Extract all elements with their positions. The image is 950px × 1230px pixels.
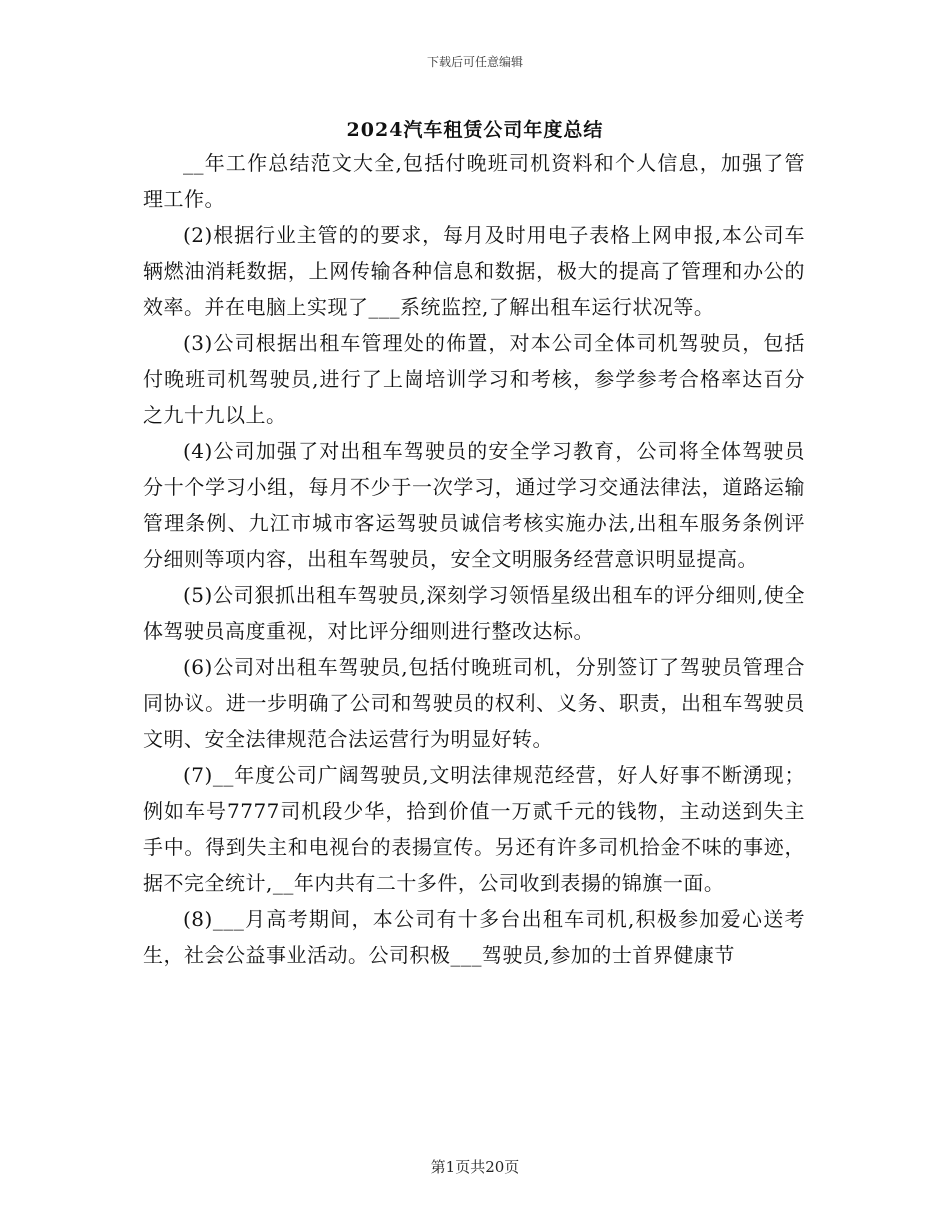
page-header-note: 下载后可任意编辑 bbox=[426, 55, 523, 69]
document-title: 2024汽车租赁公司年度总结 bbox=[346, 119, 604, 141]
document-body bbox=[143, 145, 805, 973]
paragraph-5: (5)公司狠抓出租车驾驶员,深刻学习领悟星级出租车的评分细则,使全体驾驶员高度重视，对比评分细则进行整改达标。 bbox=[143, 583, 805, 643]
paragraph-intro: __年工作总结范文大全,包括付晚班司机资料和个人信息，加强了管理工作。 bbox=[143, 151, 805, 211]
paragraph-4: (4)公司加强了对出租车驾驶员的安全学习教育，公司将全体驾驶员分十个学习小组，每月不少于一次学习，通过学习交通法律法，道路运输管理条例、九江市城市客运驾驶员诚信考核实施办法,出租车服务条例评分细则等项内容，出租车驾驶员，安全文明服务经营意识明显提高。 bbox=[143, 439, 805, 571]
paragraph-8: (8)___月高考期间，本公司有十多台出租车司机,积极参加爱心送考生，社会公益事业活动。公司积极___驾驶员,参加的士首界健康节 bbox=[143, 907, 805, 967]
paragraph-3: (3)公司根据出租车管理处的佈置，对本公司全体司机驾驶员，包括付晚班司机驾驶员,进行了上崗培训学习和考核，参学参考合格率达百分之九十九以上。 bbox=[143, 331, 805, 427]
paragraph-2: (2)根据行业主管的的要求，每月及时用电子表格上网申报,本公司车辆燃油消耗数据，上网传输各种信息和数据，极大的提高了管理和办公的效率。并在电脑上实现了___系统监控,了解出租车运行状况等。 bbox=[143, 223, 805, 319]
paragraph-7: (7)__年度公司广阔驾驶员,文明法律规范经营，好人好事不断湧现；例如车号7777司机段少华，拾到价值一万贰千元的钱物，主动送到失主手中。得到失主和电视台的表揚宣传。另还有许多司机拾金不味的事迹，据不完全统计,__年内共有二十多件，公司收到表揚的锦旗一面。 bbox=[143, 763, 805, 895]
page-number: 第1页共20页 bbox=[430, 1158, 520, 1176]
paragraph-6: (6)公司对出租车驾驶员,包括付晚班司机，分别签订了驾驶员管理合同协议。进一步明确了公司和驾驶员的权利、义务、职责，出租车驾驶员文明、安全法律规范合法运营行为明显好转。 bbox=[143, 655, 805, 751]
